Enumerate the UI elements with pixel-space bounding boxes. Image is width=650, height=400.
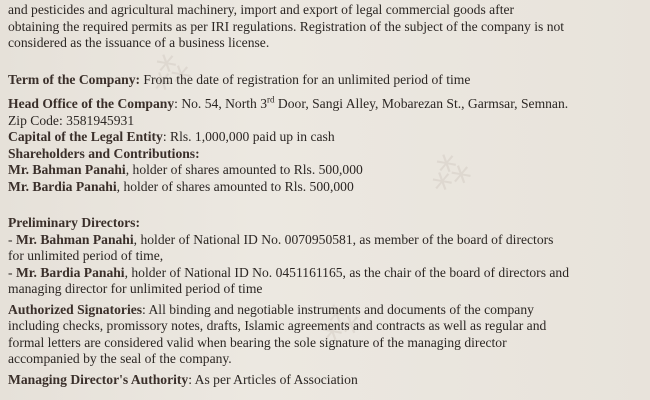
signatories-text: : All binding and negotiable instruments and documents of the company <box>142 301 534 317</box>
director-row-cont: managing director for unlimited period of time <box>8 281 263 296</box>
signatories-line: accompanied by the seal of the company. <box>8 351 232 366</box>
shareholder-row <box>8 179 640 196</box>
shareholders-label: Shareholders and Contributions: <box>8 145 200 161</box>
md-authority-text: : As per Articles of Association <box>188 371 358 387</box>
ordinal-suffix: rd <box>267 94 275 105</box>
watermark-shape: ⁂ <box>313 294 367 352</box>
signatories-label: Authorized Signatories <box>8 301 143 317</box>
md-authority-label: Managing Director's Authority <box>8 371 189 387</box>
head-office-paragraph <box>8 96 640 113</box>
shareholder-name: Mr. Bardia Panahi <box>8 178 117 194</box>
capital-paragraph <box>8 129 640 146</box>
purpose-line: considered as the issuance of a business license. <box>8 35 270 50</box>
head-office-label: Head Office of the Company <box>8 96 175 111</box>
directors-label: Preliminary Directors: <box>8 215 140 230</box>
shareholder-row <box>8 162 640 179</box>
director-row <box>8 265 640 282</box>
director-row-cont: for unlimited period of time, <box>8 248 164 263</box>
signatories-paragraph <box>8 302 640 319</box>
director-prefix: - <box>8 264 16 280</box>
director-prefix: - <box>8 231 16 247</box>
director-text: , holder of National ID No. 0451161165, as the chair of the board of directors and <box>124 264 570 280</box>
md-authority-paragraph <box>8 372 640 389</box>
signatories-line: formal letters are considered valid when bearing the sole signature of the managing director <box>8 334 507 350</box>
head-office-text: : No. 54, North 3 <box>174 96 268 111</box>
director-row <box>8 232 640 249</box>
zip-code: Zip Code: 3581945931 <box>8 112 135 128</box>
watermark-shape: ⁂ <box>143 44 197 102</box>
term-text: From the date of registration for an unlimited period of time <box>140 71 471 87</box>
watermark-shape: ⁂ <box>423 144 477 202</box>
shareholder-name: Mr. Bahman Panahi <box>8 162 126 177</box>
director-name: Mr. Bardia Panahi <box>15 264 125 280</box>
capital-text: : Rls. 1,000,000 paid up in cash <box>162 129 335 144</box>
purpose-line: and pesticides and agricultural machinery, import and export of legal commercial goods after <box>8 2 515 17</box>
director-name: Mr. Bahman Panahi <box>15 231 134 247</box>
purpose-line: obtaining the required permits as per IRI regulations. Registration of the subject of the company is not <box>8 18 565 34</box>
shareholder-text: , holder of shares amounted to Rls. 500,000 <box>116 178 354 194</box>
capital-label: Capital of the Legal Entity <box>8 129 163 144</box>
head-office-text-cont: Door, Sangi Alley, Mobarezan St., Garmsar, Semnan. <box>274 96 569 111</box>
term-paragraph <box>8 72 640 89</box>
document-body <box>8 2 640 388</box>
signatories-line: including checks, promissory notes, drafts, Islamic agreements and contracts as well as regular and <box>8 318 547 333</box>
shareholder-text: , holder of shares amounted to Rls. 500,000 <box>125 162 363 177</box>
director-text: , holder of National ID No. 0070950581, as member of the board of directors <box>133 231 554 247</box>
term-label: Term of the Company: <box>8 71 141 87</box>
